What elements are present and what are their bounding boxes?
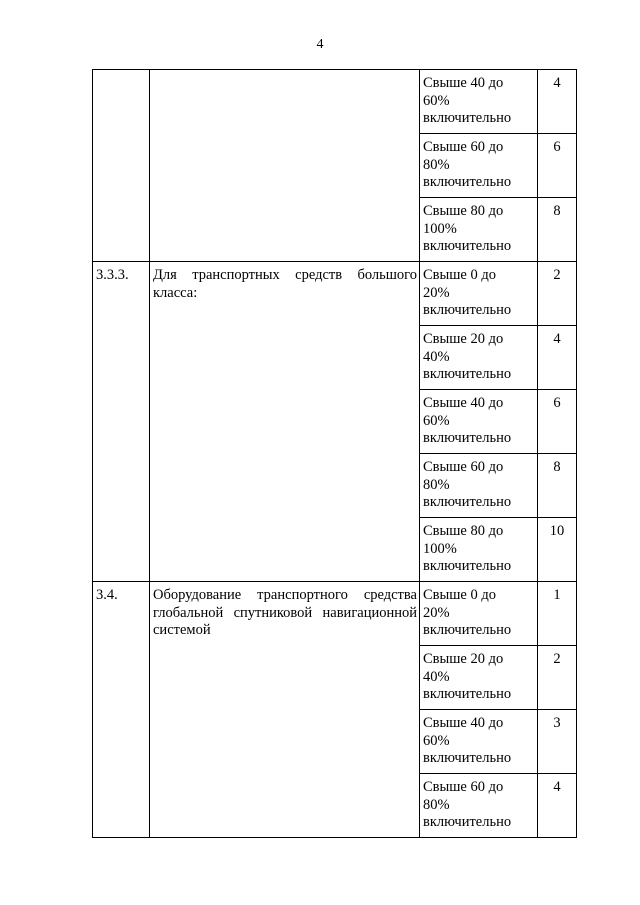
range-line: 20% (423, 284, 450, 301)
score-cell: 2 (538, 262, 577, 326)
range-cell (420, 70, 538, 134)
section-number: 3.4. (93, 582, 150, 838)
range-line: 60% (423, 732, 450, 749)
score-cell: 4 (538, 774, 577, 838)
range-cell (420, 774, 538, 838)
range-line: Свыше 0 до (423, 267, 496, 283)
range-line: включительно (423, 302, 512, 318)
score-cell: 6 (538, 390, 577, 454)
score-cell: 2 (538, 646, 577, 710)
range-line: 100% (423, 220, 457, 237)
range-line: Свыше 40 до (423, 75, 504, 91)
range-line: включительно (423, 622, 512, 638)
table-row (93, 582, 577, 646)
table-row (93, 70, 577, 134)
criteria-table-body (93, 70, 577, 838)
range-line: Свыше 60 до (423, 139, 504, 155)
score-cell: 8 (538, 454, 577, 518)
range-line: Свыше 0 до (423, 587, 496, 603)
range-cell (420, 646, 538, 710)
range-line: включительно (423, 814, 512, 830)
range-cell (420, 518, 538, 582)
section-description: Оборудование транспортного средства глобальной спутниковой навигационной системой (153, 587, 417, 638)
score-cell: 1 (538, 582, 577, 646)
table-row (93, 262, 577, 326)
criteria-table (92, 69, 577, 838)
range-line: Свыше 80 до (423, 523, 504, 539)
range-line: Свыше 60 до (423, 459, 504, 475)
range-cell (420, 390, 538, 454)
range-line: включительно (423, 238, 512, 254)
section-description-cell (150, 582, 420, 838)
range-line: включительно (423, 686, 512, 702)
range-line: включительно (423, 494, 512, 510)
range-cell (420, 326, 538, 390)
section-description-cell (150, 70, 420, 262)
range-line: включительно (423, 366, 512, 382)
range-line: Свыше 20 до (423, 331, 504, 347)
range-line: Свыше 40 до (423, 395, 504, 411)
score-cell: 3 (538, 710, 577, 774)
range-line: 80% (423, 476, 450, 493)
score-cell: 6 (538, 134, 577, 198)
range-line: Свыше 40 до (423, 715, 504, 731)
range-line: 40% (423, 348, 450, 365)
section-description: Для транспортных средств большого класса: (153, 267, 417, 301)
range-line: 100% (423, 540, 457, 557)
range-cell (420, 134, 538, 198)
range-cell (420, 710, 538, 774)
range-line: Свыше 80 до (423, 203, 504, 219)
range-cell (420, 454, 538, 518)
range-line: Свыше 20 до (423, 651, 504, 667)
range-line: 40% (423, 668, 450, 685)
score-cell: 8 (538, 198, 577, 262)
section-number: 3.3.3. (93, 262, 150, 582)
range-line: включительно (423, 558, 512, 574)
range-line: 60% (423, 92, 450, 109)
range-line: 80% (423, 156, 450, 173)
range-line: включительно (423, 430, 512, 446)
range-line: включительно (423, 750, 512, 766)
page-number: 4 (316, 37, 324, 52)
range-cell (420, 262, 538, 326)
range-cell (420, 582, 538, 646)
score-cell: 10 (538, 518, 577, 582)
score-cell: 4 (538, 70, 577, 134)
range-line: 80% (423, 796, 450, 813)
section-description-cell (150, 262, 420, 582)
range-cell (420, 198, 538, 262)
range-line: 60% (423, 412, 450, 429)
score-cell: 4 (538, 326, 577, 390)
range-line: включительно (423, 174, 512, 190)
range-line: включительно (423, 110, 512, 126)
range-line: 20% (423, 604, 450, 621)
range-line: Свыше 60 до (423, 779, 504, 795)
section-number (93, 70, 150, 262)
